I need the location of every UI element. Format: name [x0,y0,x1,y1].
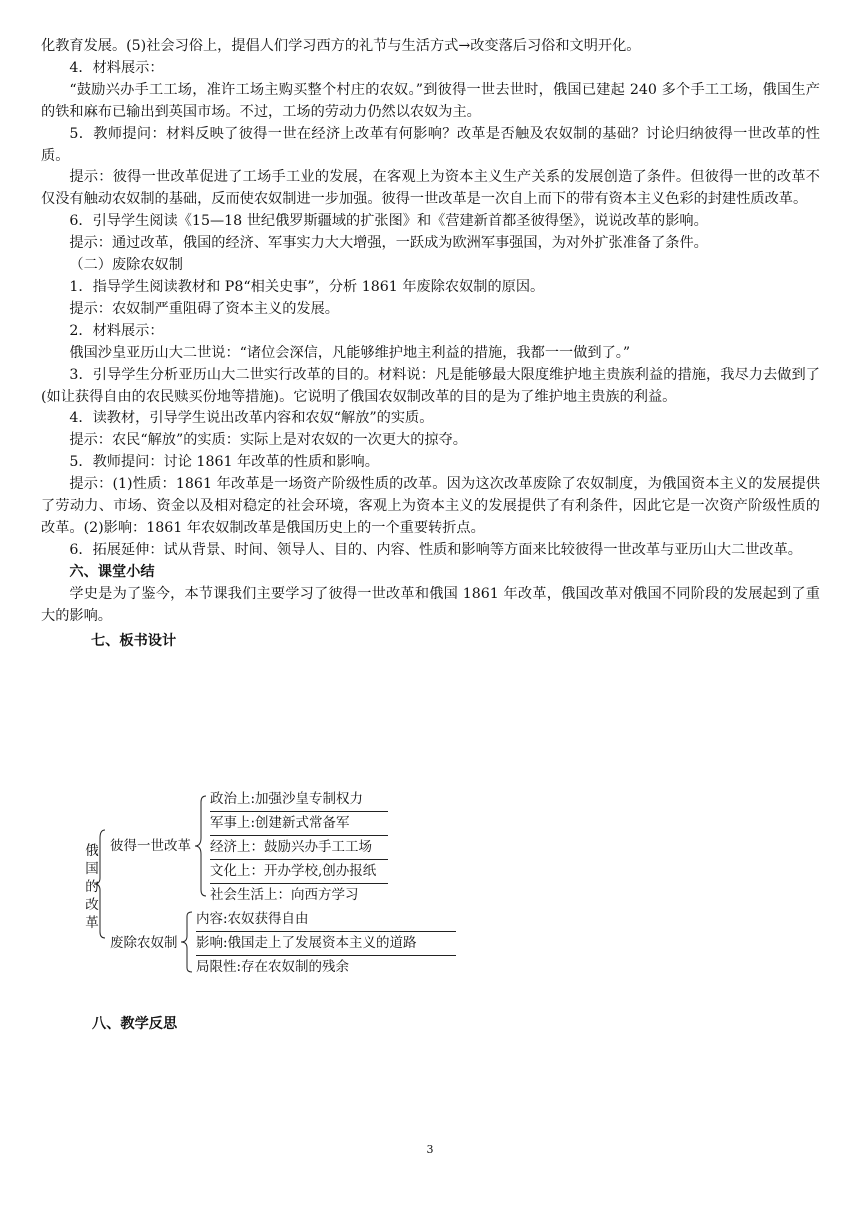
board-item: 军事上:创建新式常备军 [210,815,350,831]
board-item-underline [196,955,456,956]
board-item-underline [210,859,388,860]
section-heading: 六、课堂小结 [69,563,155,580]
paragraph: 4．读教材，引导学生说出改革内容和农奴“解放”的实质。 [69,410,434,427]
section-heading: 七、板书设计 [91,633,177,650]
paragraph: 5．教师提问：讨论 1861 年改革的性质和影响。 [69,454,379,471]
board-branch-peter: 彼得一世改革 [110,838,191,854]
paragraph: 1．指导学生阅读教材和 P8“相关史事”，分析 1861 年废除农奴制的原因。 [69,278,545,295]
teaching-reflection-heading: 八、教学反思 [92,1016,178,1032]
paragraph: 提示：通过改革，俄国的经济、军事实力大大增强，一跃成为欧洲军事强国，为对外扩张准备了条件。 [69,235,708,252]
paragraph: （二）废除农奴制 [69,257,183,274]
paragraph: 2．材料展示： [69,322,164,339]
board-item: 文化上：开办学校,创办报纸 [210,863,377,879]
paragraph: 俄国沙皇亚历山大二世说：“诸位会深信，凡能够维护地主利益的措施，我都一一做到了。” [69,344,631,361]
document-body [41,36,820,653]
board-branch-serfdom: 废除农奴制 [110,935,178,951]
board-item: 内容:农奴获得自由 [196,911,309,927]
paragraph: 6．引导学生阅读《15—18 世纪俄罗斯疆域的扩张图》和《营建新首都圣彼得堡》，说说改革的影响。 [69,213,708,230]
paragraph: 5．教师提问：材料反映了彼得一世在经济上改革有何影响？改革是否触及农奴制的基础？讨论归纳彼得一世改革的性质。 [41,125,820,164]
board-item: 局限性:存在农奴制的残余 [196,959,350,975]
paragraph: 提示：彼得一世改革促进了工场手工业的发展，在客观上为资本主义生产关系的发展创造了条件。但彼得一世的改革不仅没有触动农奴制的基础，反而使农奴制进一步加强。彼得一世改革是一次自上而下的带有资本主义色彩的封建性质改革。 [41,169,820,208]
board-item: 社会生活上：向西方学习 [210,887,359,903]
page-number: 3 [426,1143,434,1156]
paragraph: 3．引导学生分析亚历山大二世实行改革的目的。材料说：凡是能够最大限度维护地主贵族利益的措施，我尽力去做到了(如让获得自由的农民赎买份地等措施)。它说明了俄国农奴制改革的目的是为了维护地主贵族的利益。 [41,366,820,405]
paragraph: 化教育发展。(5)社会习俗上，提倡人们学习西方的礼节与生活方式→改变落后习俗和文明开化。 [41,38,641,54]
board-item: 影响:俄国走上了发展资本主义的道路 [196,935,417,951]
paragraph: 提示：(1)性质：1861 年改革是一场资产阶级性质的改革。因为这次改革废除了农奴制度，为俄国资本主义的发展提供了劳动力、市场、资金以及相对稳定的社会环境，客观上为资本主义的发展提供了有利条件，因此它是一次资产阶级性质的改革。(2)影响：1861 年农奴制改革是俄国历史上的一个重要转折点。 [41,476,820,536]
board-design-diagram [80,788,480,984]
paragraph: 6．拓展延伸：试从背景、时间、领导人、目的、内容、性质和影响等方面来比较彼得一世改革与亚历山大二世改革。 [69,541,802,558]
board-item: 政治上:加强沙皇专制权力 [210,791,364,807]
paragraph: 提示：农奴制严重阻碍了资本主义的发展。 [69,300,339,317]
board-item: 经济上：鼓励兴办手工工场 [210,839,372,855]
board-item-underline [196,931,456,932]
board-root-label: 俄国的改革 [85,843,99,931]
paragraph: 学史是为了鉴今，本节课我们主要学习了彼得一世改革和俄国 1861 年改革，俄国改革对俄国不同阶段的发展起到了重大的影响。 [41,585,820,624]
paragraph: 提示：农民“解放”的实质：实际上是对农奴的一次更大的掠夺。 [69,432,467,449]
board-item-underline [210,883,388,884]
board-item-underline [210,811,388,812]
paragraph: “鼓励兴办手工工场，准许工场主购买整个村庄的农奴。”到彼得一世去世时，俄国已建起 240 多个手工工场，俄国生产的铁和麻布已输出到英国市场。不过，工场的劳动力仍然以农奴为主。 [41,81,820,120]
paragraph: 4．材料展示： [69,59,164,76]
board-item-underline [210,835,388,836]
